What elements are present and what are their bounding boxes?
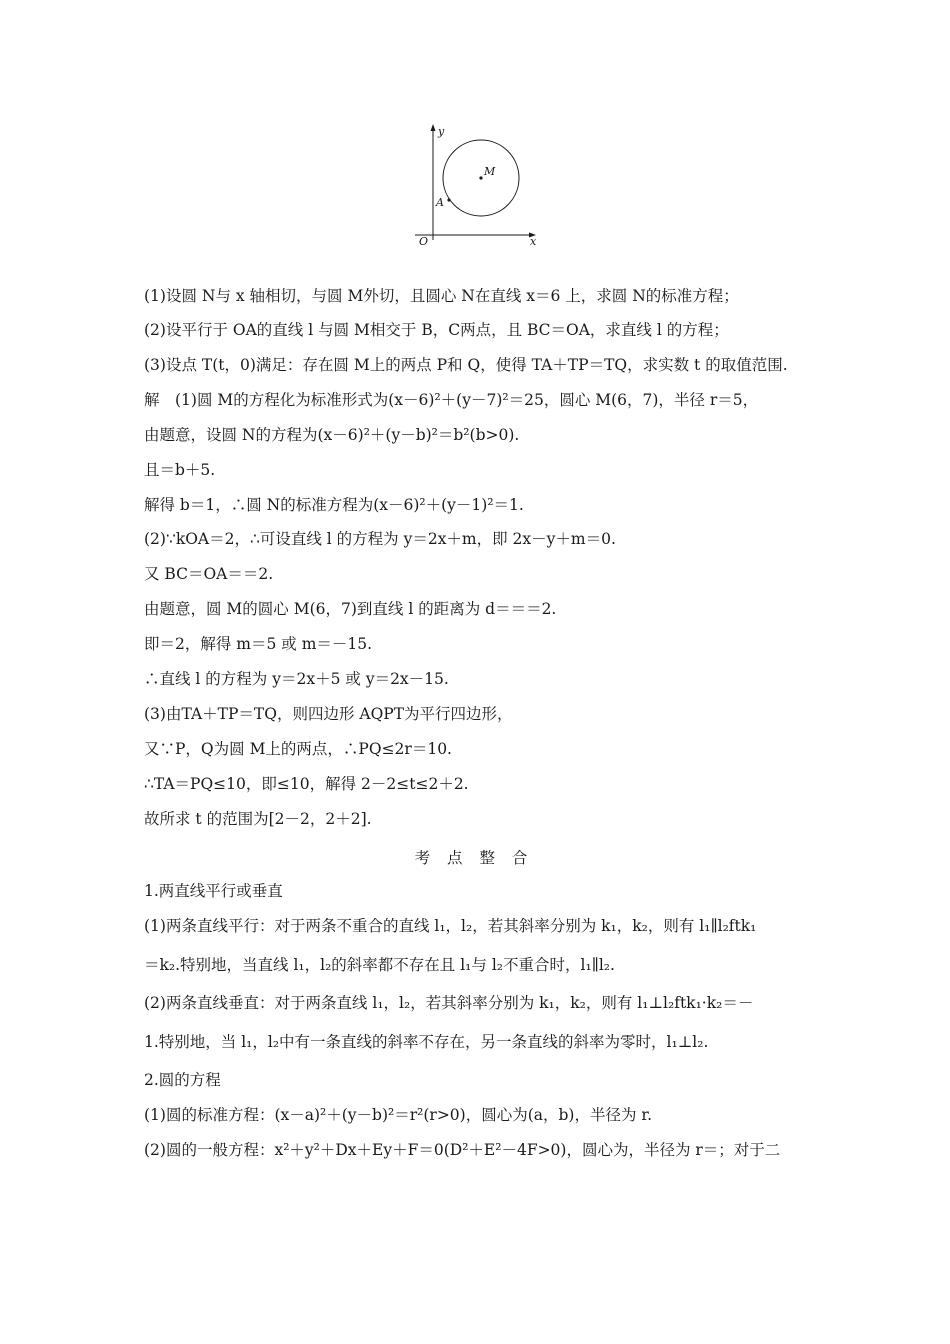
origin-label: O — [419, 235, 429, 248]
keypoint-line-7: (1)圆的标准方程：(x－a)²＋(y－b)²＝r²(r>0)，圆心为(a，b)，半径为 r. — [144, 1106, 653, 1124]
center-point-m — [479, 176, 482, 179]
keypoint-line-3: ＝k₂.特别地，当直线 l₁，l₂的斜率都不存在且 l₁与 l₂不重合时，l₁∥l₂. — [144, 956, 615, 974]
solution-line-3: 且＝b＋5. — [144, 461, 216, 479]
keypoint-line-6: 2.圆的方程 — [144, 1071, 221, 1089]
solution-line-12: ∴TA＝PQ≤10，即≤10，解得 2－2≤t≤2＋2. — [144, 775, 469, 793]
keypoint-line-1: 1.两直线平行或垂直 — [144, 882, 283, 900]
keypoint-line-2: (1)两条直线平行：对于两条不重合的直线 l₁，l₂，若其斜率分别为 k₁，k₂，则有 l₁∥l₂ftk₁ — [144, 917, 757, 935]
section-title: 考 点 整 合 — [414, 849, 534, 867]
solution-line-13: 故所求 t 的范围为[2－2，2＋2]. — [144, 810, 372, 828]
question-1: (1)设圆 N与 x 轴相切，与圆 M外切，且圆心 N在直线 x＝6 上，求圆 N的标准方程； — [144, 287, 739, 305]
solution-line-11: 又∵P，Q为圆 M上的两点，∴PQ≤2r＝10. — [144, 740, 452, 758]
solution-line-6: 又 BC＝OA＝＝2. — [144, 565, 274, 583]
solution-line-9: ∴直线 l 的方程为 y＝2x＋5 或 y＝2x－15. — [144, 670, 449, 688]
y-axis-arrow — [431, 124, 436, 131]
keypoint-line-4: (2)两条直线垂直：对于两条直线 l₁，l₂，若其斜率分别为 k₁，k₂，则有 l₁⊥l₂ftk₁·k₂＝－ — [144, 994, 754, 1012]
point-label-a: A — [436, 196, 444, 209]
center-label-m: M — [484, 165, 496, 178]
solution-line-10: (3)由TA＋TP＝TQ，则四边形 AQPT为平行四边形， — [144, 705, 513, 723]
point-a — [447, 198, 450, 201]
keypoint-line-5: 1.特别地，当 l₁，l₂中有一条直线的斜率不存在，另一条直线的斜率为零时，l₁⊥l₂. — [144, 1033, 709, 1051]
solution-line-5: (2)∵kOA＝2，∴可设直线 l 的方程为 y＝2x＋m，即 2x－y＋m＝0. — [144, 530, 616, 548]
keypoint-line-8: (2)圆的一般方程：x²＋y²＋Dx＋Ey＋F＝0(D²＋E²－4F>0)，圆心为，半径为 r＝；对于二 — [144, 1141, 781, 1159]
y-axis-label: y — [438, 125, 445, 138]
x-axis-label: x — [530, 235, 537, 248]
solution-line-8: 即＝2，解得 m＝5 或 m＝－15. — [144, 635, 373, 653]
solution-line-7: 由题意，圆 M的圆心 M(6，7)到直线 l 的距离为 d＝＝＝2. — [144, 600, 557, 618]
question-3: (3)设点 T(t，0)满足：存在圆 M上的两点 P和 Q，使得 TA＋TP＝TQ，求实数 t 的取值范围. — [144, 356, 788, 374]
solution-line-1: 解 (1)圆 M的方程化为标准形式为(x－6)²＋(y－7)²＝25，圆心 M(6，7)，半径 r＝5， — [144, 391, 759, 409]
circle-figure — [405, 122, 550, 252]
solution-line-2: 由题意，设圆 N的方程为(x－6)²＋(y－b)²＝b²(b>0). — [144, 426, 520, 444]
question-2: (2)设平行于 OA的直线 l 与圆 M相交于 B，C两点，且 BC＝OA，求直线 l 的方程； — [144, 321, 729, 339]
solution-line-4: 解得 b＝1，∴圆 N的标准方程为(x－6)²＋(y－1)²＝1. — [144, 496, 524, 514]
